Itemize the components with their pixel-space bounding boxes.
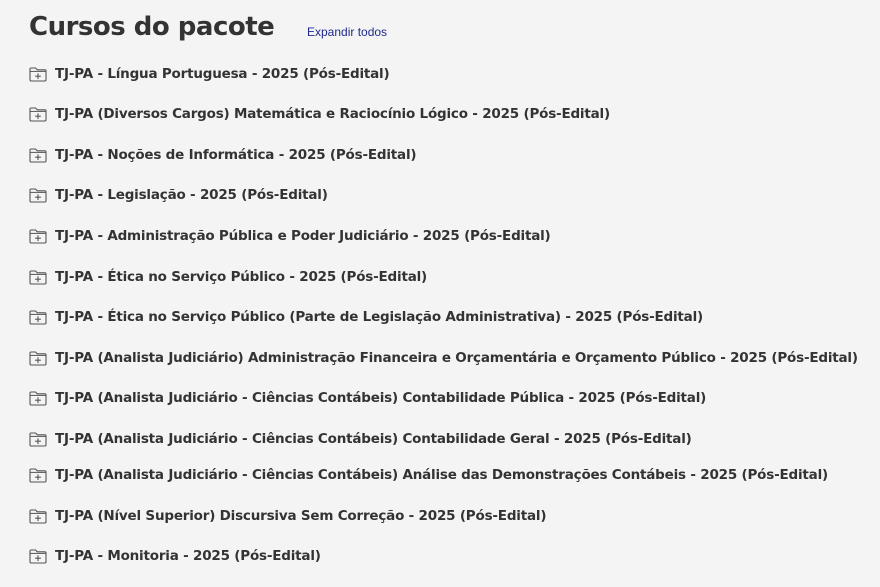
course-item-11[interactable]: [29, 464, 828, 486]
course-label: TJ-PA (Nível Superior) Discursiva Sem Correção - 2025 (Pós-Edital): [55, 508, 547, 524]
course-item-3[interactable]: [29, 144, 416, 166]
course-label: TJ-PA - Legislação - 2025 (Pós-Edital): [55, 187, 328, 203]
course-label: TJ-PA - Noções de Informática - 2025 (Pós-Edital): [55, 147, 417, 163]
folder-plus-icon: [29, 468, 47, 483]
folder-plus-icon: [29, 67, 47, 82]
course-item-6[interactable]: [29, 266, 427, 288]
folder-plus-icon: [29, 148, 47, 163]
folder-plus-icon: [29, 229, 47, 244]
folder-plus-icon: [29, 351, 47, 366]
course-label: TJ-PA - Língua Portuguesa - 2025 (Pós-Edital): [55, 66, 390, 82]
folder-plus-icon: [29, 270, 47, 285]
course-label: TJ-PA (Diversos Cargos) Matemática e Raciocínio Lógico - 2025 (Pós-Edital): [55, 106, 610, 122]
folder-plus-icon: [29, 188, 47, 203]
course-label: TJ-PA - Ética no Serviço Público - 2025 (Pós-Edital): [55, 269, 428, 285]
course-item-1[interactable]: [29, 63, 389, 85]
folder-plus-icon: [29, 549, 47, 564]
course-item-8[interactable]: [29, 347, 858, 369]
course-label: TJ-PA (Analista Judiciário) Administração Financeira e Orçamentária e Orçamento Público - 2025 (Pós-Edital): [55, 350, 858, 366]
course-item-4[interactable]: [29, 184, 328, 206]
course-label: TJ-PA (Analista Judiciário - Ciências Contábeis) Contabilidade Pública - 2025 (Pós-Edital): [55, 390, 707, 406]
page-title: Cursos do pacote: [29, 12, 275, 42]
course-item-12[interactable]: [29, 505, 546, 527]
course-item-10[interactable]: [29, 428, 692, 450]
course-item-7[interactable]: [29, 306, 703, 328]
course-label: TJ-PA (Analista Judiciário - Ciências Contábeis) Contabilidade Geral - 2025 (Pós-Edital): [55, 431, 692, 447]
course-label: TJ-PA (Analista Judiciário - Ciências Contábeis) Análise das Demonstrações Contábeis - 2025 (Pós-Edital): [55, 467, 828, 483]
course-label: TJ-PA - Ética no Serviço Público (Parte de Legislação Administrativa) - 2025 (Pós-Edital): [55, 309, 703, 325]
folder-plus-icon: [29, 107, 47, 122]
course-label: TJ-PA - Monitoria - 2025 (Pós-Edital): [55, 548, 321, 564]
course-item-13[interactable]: [29, 545, 321, 567]
folder-plus-icon: [29, 432, 47, 447]
expand-all-link[interactable]: Expandir todos: [307, 25, 388, 39]
course-item-5[interactable]: [29, 225, 551, 247]
folder-plus-icon: [29, 391, 47, 406]
page-header: [29, 12, 274, 42]
folder-plus-icon: [29, 310, 47, 325]
course-item-2[interactable]: [29, 103, 610, 125]
course-label: TJ-PA - Administração Pública e Poder Judiciário - 2025 (Pós-Edital): [55, 228, 551, 244]
course-item-9[interactable]: [29, 387, 706, 409]
folder-plus-icon: [29, 509, 47, 524]
